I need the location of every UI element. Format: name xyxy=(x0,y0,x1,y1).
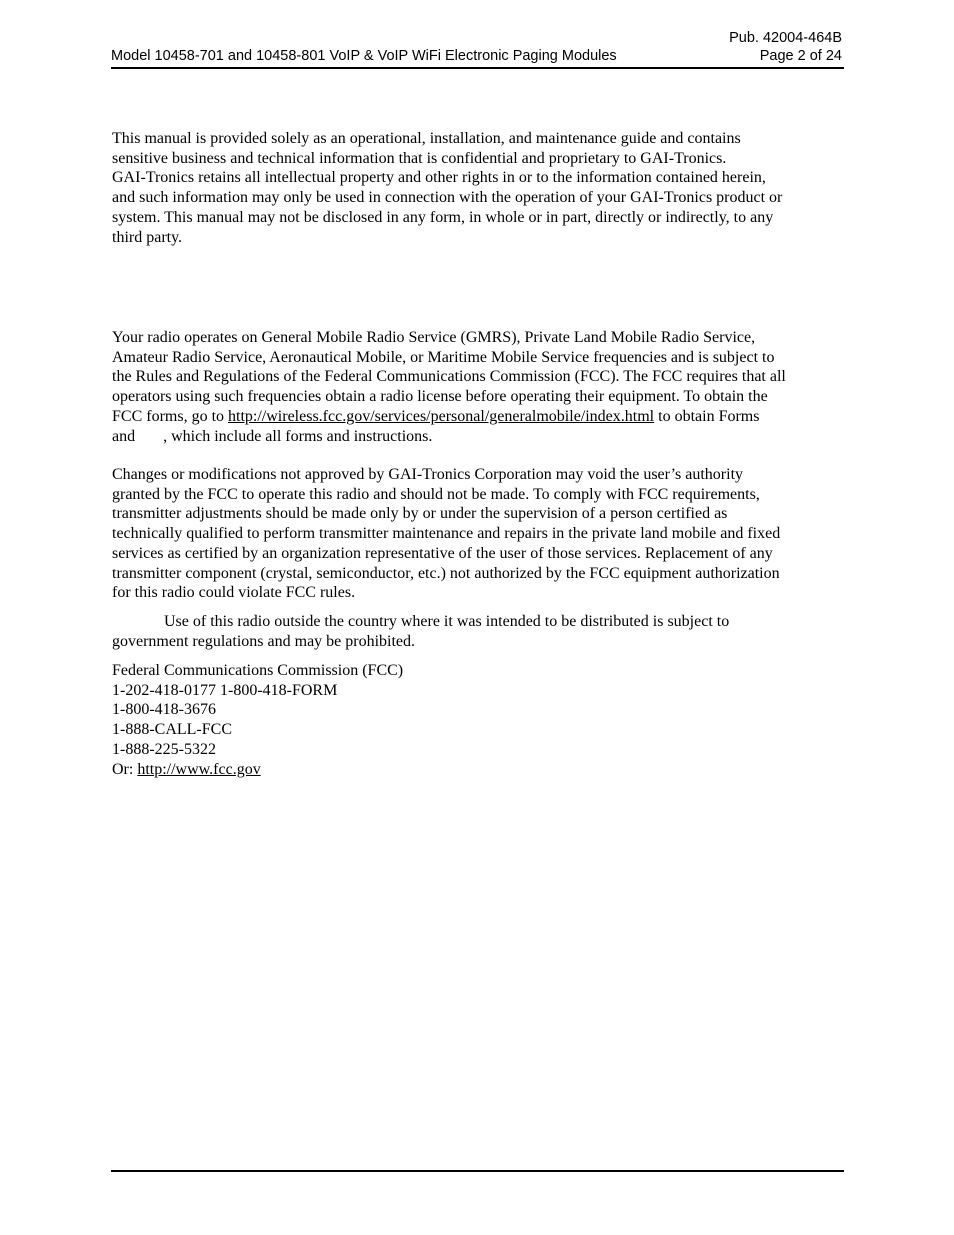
page-header xyxy=(111,27,844,69)
text-line: Amateur Radio Service, Aeronautical Mobile, or Maritime Mobile Service frequencies and is subject to xyxy=(112,348,775,366)
text-line: technically qualified to perform transmitter maintenance and repairs in the private land mobile and fixed xyxy=(112,525,781,543)
text-line: the Rules and Regulations of the Federal Communications Commission (FCC). The FCC requires that all xyxy=(112,368,786,386)
text-line: Changes or modifications not approved by GAI-Tronics Corporation may void the user’s authority xyxy=(112,466,744,483)
or-label: Or: xyxy=(112,760,138,778)
contact-line: 1-888-225-5322 xyxy=(112,740,216,758)
text-line: granted by the FCC to operate this radio and should not be made. To comply with FCC requirements, xyxy=(112,485,760,503)
text-line: services as certified by an organization representative of the user of those services. Replacement of any xyxy=(112,544,773,562)
text-line: system. This manual may not be disclosed in any form, in whole or in part, directly or indirectly, to any xyxy=(112,208,774,226)
text-line: This manual is provided solely as an operational, installation, and maintenance guide and contains xyxy=(112,130,741,147)
fcc-website-link[interactable]: http://www.fcc.gov xyxy=(137,760,261,778)
text-line: and , which include all forms and instructions. xyxy=(112,427,433,445)
contact-line: 1-800-418-3676 xyxy=(112,701,216,719)
contact-line: 1-202-418-0177 1-800-418-FORM xyxy=(112,681,338,699)
text-line: operators using such frequencies obtain a radio license before operating their equipment. To obtain the xyxy=(112,388,768,406)
text-line: transmitter adjustments should be made only by or under the supervision of a person certified as xyxy=(112,505,728,523)
text-line: sensitive business and technical information that is confidential and proprietary to GAI-Tronics. xyxy=(112,149,727,167)
contact-line: 1-888-CALL-FCC xyxy=(112,721,232,739)
text-line: third party. xyxy=(112,228,183,246)
confidentiality-notice xyxy=(112,129,847,247)
text-line: Your radio operates on General Mobile Radio Service (GMRS), Private Land Mobile Radio Service, xyxy=(112,329,756,346)
forms-prefix: FCC forms, go to xyxy=(112,407,229,425)
modifications-paragraph xyxy=(112,465,847,603)
fcc-contact-block xyxy=(112,661,847,779)
contact-line xyxy=(112,760,847,780)
fcc-license-paragraph xyxy=(112,328,847,446)
text-line: transmitter component (crystal, semiconductor, etc.) not authorized by the FCC equipment authorization xyxy=(112,564,780,582)
usage-outside-paragraph xyxy=(112,612,847,651)
document-title: Model 10458-701 and 10458-801 VoIP & VoIP WiFi Electronic Paging Modules xyxy=(111,48,617,64)
forms-suffix: to obtain Forms xyxy=(654,407,760,425)
text-line: for this radio could violate FCC rules. xyxy=(112,584,356,602)
contact-line: Federal Communications Commission (FCC) xyxy=(112,662,404,679)
page-number: Page 2 of 24 xyxy=(759,48,842,64)
text-line: government regulations and may be prohibited. xyxy=(112,632,416,650)
publication-info xyxy=(729,29,842,65)
footer-divider xyxy=(111,1170,844,1172)
text-line: GAI-Tronics retains all intellectual property and other rights in or to the information contained herein, xyxy=(112,169,766,187)
text-line: and such information may only be used in connection with the operation of your GAI-Tronics product or xyxy=(112,189,783,207)
text-line: Use of this radio outside the country where it was intended to be distributed is subject to xyxy=(164,613,730,630)
publication-number: Pub. 42004-464B xyxy=(729,30,842,46)
fcc-forms-link[interactable]: http://wireless.fcc.gov/services/personal/generalmobile/index.html xyxy=(228,407,655,425)
text-line xyxy=(112,407,847,427)
